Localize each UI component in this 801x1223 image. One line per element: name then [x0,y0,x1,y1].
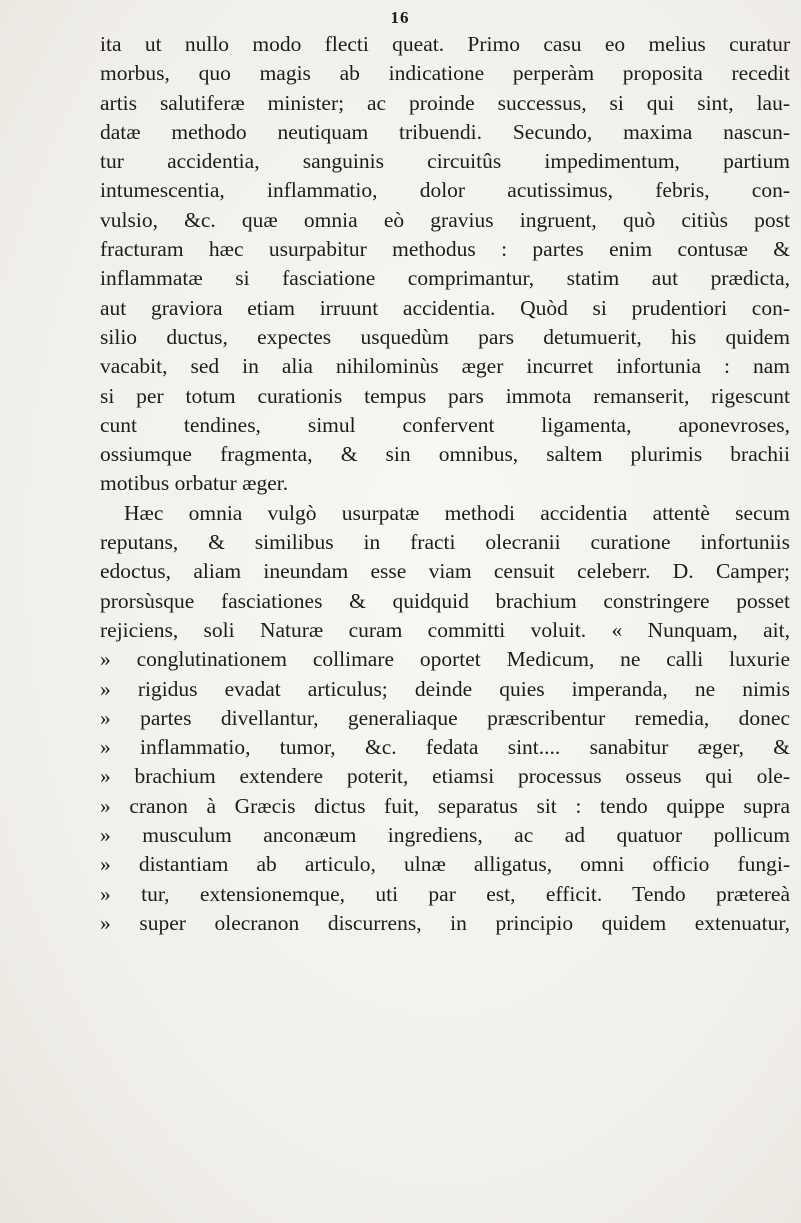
quote-line: » super olecranon discurrens, in principio quidem extenuatur, [100,910,790,935]
text-line: inflammatæ si fasciatione comprimantur, statim aut prædicta, [100,266,790,291]
text-line: aut graviora etiam irruunt accidentia. Quòd si prudentiori con- [100,295,790,320]
text-line: motibus orbatur æger. [100,471,289,496]
text-line: datæ methodo neutiquam tribuendi. Secundo, maxima nascun- [100,119,790,144]
text-line: tur accidentia, sanguinis circuitûs impedimentum, partium [100,149,790,174]
text-line: rejiciens, soli Naturæ curam committi voluit. « Nunquam, ait, [100,617,790,642]
text-line: fracturam hæc usurpabitur methodus : partes enim contusæ & [100,237,790,262]
text-line: ita ut nullo modo flecti queat. Primo casu eo melius curatur [100,32,790,56]
quote-line: » partes divellantur, generaliaque præscribentur remedia, donec [100,705,790,730]
text-line: silio ductus, expectes usquedùm pars detumuerit, his quidem [100,324,790,349]
quote-line: » conglutinationem collimare oportet Medicum, ne calli luxurie [100,647,790,672]
text-line: si per totum curationis tempus pars immota remanserit, rigescunt [100,383,790,408]
text-line: cunt tendines, simul confervent ligamenta, aponevroses, [100,412,790,437]
text-line: vulsio, &c. quæ omnia eò gravius ingruent, quò citiùs post [100,207,790,232]
text-line: reputans, & similibus in fracti olecranii curatione infortuniis [100,530,790,555]
text-line: edoctus, aliam ineundam esse viam censuit celeberr. D. Camper; [100,559,790,584]
text-line: ossiumque fragmenta, & sin omnibus, saltem plurimis brachii [100,442,790,467]
quote-line: » brachium extendere poterit, etiamsi processus osseus qui ole- [100,764,790,789]
body-text [100,30,790,938]
text-line: morbus, quo magis ab indicatione perperàm proposita recedit [100,61,790,86]
quote-line: » tur, extensionemque, uti par est, efficit. Tendo prætereà [100,881,790,906]
text-line: vacabit, sed in alia nihilominùs æger incurret infortunia : nam [100,354,790,379]
text-line: Hæc omnia vulgò usurpatæ methodi accidentia attentè secum [124,500,790,525]
quote-line: » inflammatio, tumor, &c. fedata sint.... sanabitur æger, & [100,735,790,760]
text-line: artis salutiferæ minister; ac proinde successus, si qui sint, lau- [100,90,790,115]
quote-line: » musculum anconæum ingrediens, ac ad quatuor pollicum [100,823,790,848]
text-line: prorsùsque fasciationes & quidquid brachium constringere posset [100,588,790,613]
quote-line: » distantiam ab articulo, ulnæ alligatus, omni officio fungi- [100,852,790,877]
quote-line: » cranon à Græcis dictus fuit, separatus sit : tendo quippe supra [100,793,790,818]
page-number: 16 [390,8,410,27]
quote-line: » rigidus evadat articulus; deinde quies imperanda, ne nimis [100,676,790,701]
text-line: intumescentia, inflammatio, dolor acutissimus, febris, con- [100,178,790,203]
